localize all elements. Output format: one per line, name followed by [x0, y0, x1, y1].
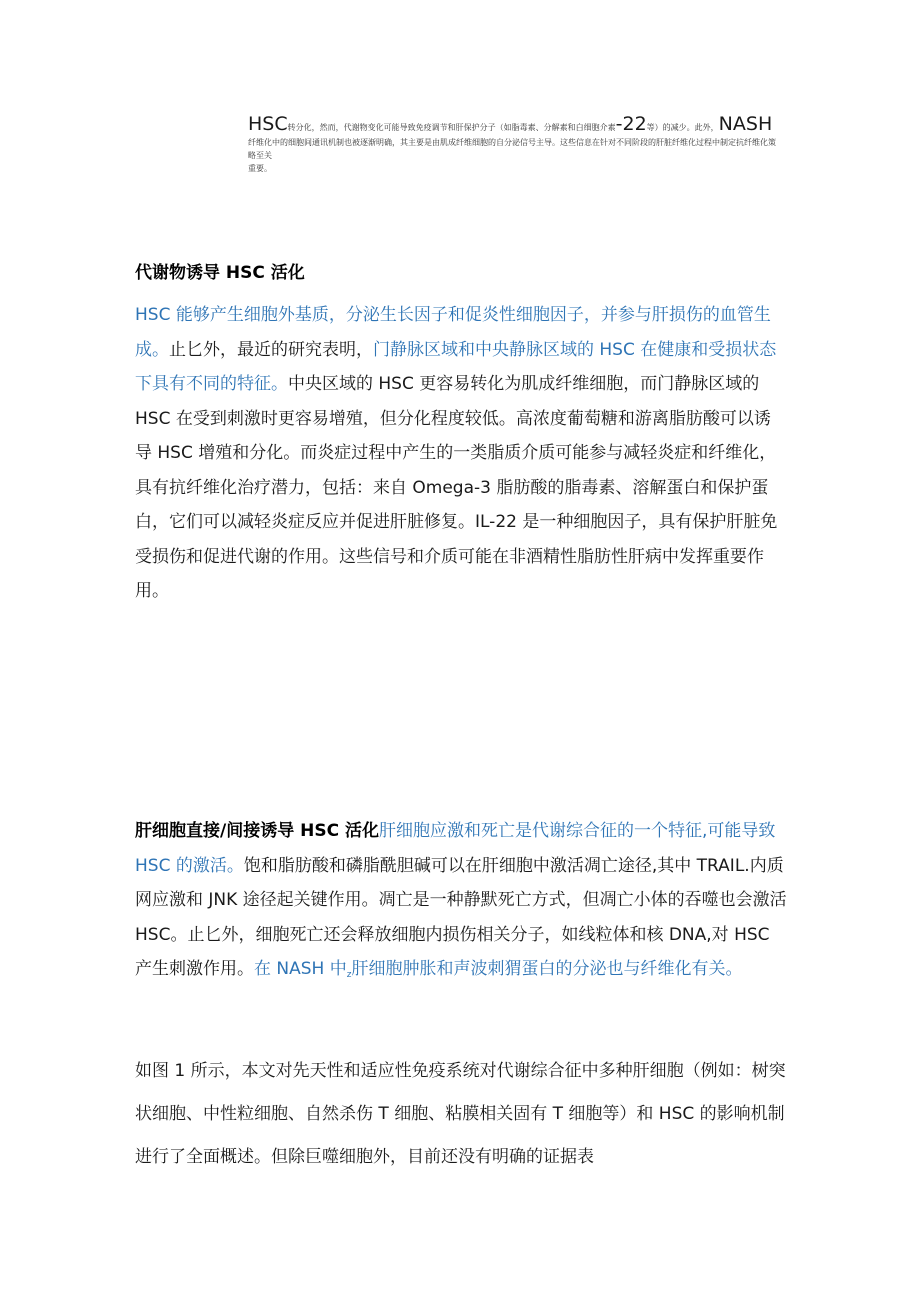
- highlight-text: 门静脉区域和中央静脉区域的 HSC 在健康和受损状态下具有不同的特征。: [135, 339, 777, 394]
- body-text: 中央区域的 HSC 更容易转化为肌成纤维细胞，而门静脉区域的 HSC 在受到刺激时更容易增殖，但分化程度较低。高浓度葡萄糖和游离脂肪酸可以诱导 HSC 增殖和分化。而炎症过程中产生的一类脂质介质可能参与减轻炎症和纤维化，具有抗纤维化治疗潜力，包括：来自 Omega-3 脂肪酸的脂毒素、溶解蛋白和保护蛋白，它们可以减轻炎症反应并促进肝脏修复。IL-22 是一种细胞因子，具有保护肝脏免受损伤和促进代谢的作用。这些信号和介质可能在非酒精性脂肪性肝病中发挥重要作用。: [135, 374, 778, 601]
- body-text: 止匕外，最近的研究表明，: [169, 339, 373, 360]
- top-note-text-b: 等）的减少。此外，: [646, 123, 719, 132]
- top-note-line-3: 重要。: [248, 164, 272, 173]
- highlight-text: 在 NASH 中: [254, 959, 347, 979]
- top-note-line-1: [248, 113, 778, 136]
- section-heading-metabolites: 代谢物诱导 HSC 活化: [135, 263, 305, 283]
- top-note-line-2: 纤维化中的细胞间通讯机制也被逐渐明确，其主要是由肌成纤维细胞的自分泌信号主导。这些信息在针对不同阶段的肝脏纤维化过程中制定抗纤维化策略至关: [248, 138, 776, 160]
- highlight-text: 肝细胞肿胀和声波刺猬蛋白的分泌也与纤维化有关。: [351, 959, 743, 979]
- section-paragraph-hepatocytes: [135, 814, 787, 990]
- section-paragraph-metabolites: [135, 298, 787, 609]
- section-paragraph-overview: 如图 1 所示，本文对先天性和适应性免疫系统对代谢综合征中多种肝细胞（例如：树突状细胞、中性粒细胞、自然杀伤 T 细胞、粘膜相关固有 T 细胞等）和 HSC 的影响机制进行了全面概述。但除巨噬细胞外，目前还没有明确的证据表: [135, 1061, 786, 1167]
- top-note: [248, 113, 778, 175]
- top-note-text-a: 转分化，然而，代谢物变化可能导致免疫调节和肝保护分子（如脂毒素、分解素和白细胞介素: [287, 123, 616, 132]
- il-number: -22: [615, 113, 647, 135]
- section-heading-hepatocytes: 肝细胞直接/间接诱导 HSC 活化: [135, 821, 379, 841]
- highlight-text: 肝细胞应激和死亡是代谢综合征的一个特征,可能导致 HSC 的激活。: [135, 821, 776, 876]
- hsc-term: HSC: [248, 113, 288, 135]
- subscript-mark: z: [346, 970, 352, 980]
- nash-term: NASH: [718, 113, 773, 135]
- highlight-text: HSC 能够产生细胞外基质，分泌生长因子和促炎性细胞因子，并参与肝损伤的血管生成。: [135, 305, 771, 360]
- body-text: 饱和脂肪酸和磷脂酰胆碱可以在肝细胞中激活凋亡途径,其中 TRAIL.内质网应激和 JNK 途径起关键作用。凋亡是一种静默死亡方式，但凋亡小体的吞噬也会激活 HSC。止匕外，细胞死亡还会释放细胞内损伤相关分子，如线粒体和核 DNA,对 HSC 产生刺激作用。: [135, 855, 787, 979]
